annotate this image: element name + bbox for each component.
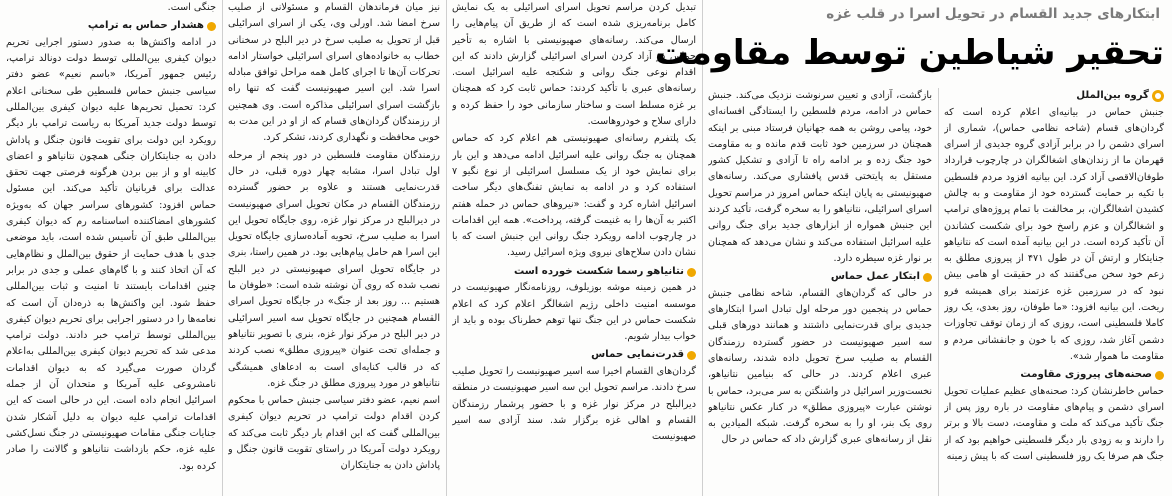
article-column-2 <box>708 88 932 496</box>
column-divider <box>446 0 447 496</box>
bullet-icon <box>207 22 216 31</box>
paragraph: نیز میان فرماندهان القسام و مسئولانی از صلیب سرخ امضا شد. اورلی وی، یکی از اسرای اسرائیلی قبل از تحویل به صلیب سرخ در دیر البلح در سخنانی خطاب به خانواده‌های اسرای اسرائیلی خواستار ادامه تحرکات آن‌ها تا اجرای کامل همه مراحل توافق مبادله اسرا شد. این اسیر صهیونیست گفت که تنها راه بازگشت اسرای اسرائیلی مذاکره است. وی همچنین از رزمندگان گردان‌های قسام که از او در این مدت به خوبی محافظت و نگهداری کردند، تشکر کرد. <box>228 2 440 144</box>
paragraph: یک پلتفرم رسانه‌ای صهیونیستی هم اعلام کرد که حماس همچنان به جنگ روانی علیه اسرائیل ادامه می‌دهد و این بار برای نمایش خود از یک مسلسل اسرائیلی از نوع نگیو ۷ استفاده کرد و در ادامه به نمایش تفنگ‌های دیگر ساخت اسرائیل اشاره کرد و گفت: «نیروهای حماس در حمله هفتم اکتبر به آن‌ها را به غنیمت گرفته، پرداخت». همه این اقدامات در چارچوب ادامه رویکرد جنگ روانی این جنبش است که با نشان دادن سلاح‌های نیروی ویژه اسرائیل رسید. <box>452 133 696 259</box>
column-divider <box>938 88 939 496</box>
paragraph: اسم نعیم، عضو دفتر سیاسی جنبش حماس با محکوم کردن اقدام دولت ترامپ در تحریم دیوان کیفری بین‌المللی گفت که این اقدام بار دیگر ثابت می‌کند که رویکرد دولت آمریکا در راستای تقویت قانون جنگل و پاداش دادن به جنایتکاران <box>228 395 440 472</box>
source-line: گروه بین‌الملل <box>944 88 1164 105</box>
paragraph: جنگی است. <box>167 2 216 13</box>
paragraph: رزمندگان مقاومت فلسطین در دور پنجم از مرحله اول تبادل اسرا، مشابه چهار دوره قبلی، در حال قدرت‌نمایی هستند و علاوه بر حضور گسترده رزمندگان القسام در مکان تحویل اسرای صهیونیست در دیرالبلح در مرکز نوار غزه، روی جایگاه تحویل این اسرا به صلیب سرخ، تحویه آماده‌سازی جایگاه تحویل این اسرا هم حامل پیام‌هایی بود. در همین راستا، بنری در جایگاه تحویل اسرای صهیونیستی در دیر البلح نصب شده که روی آن نوشته شده است: «طوفان ما هستیم ... روز بعد از جنگ» در جایگاه تحویل اسرای القسام همچنین در جایگاه تحویل سه اسیر اسرائیلی در دیر البلح در مرکز نوار غزه، بنری با تصویر نتانیاهو و جمله‌ای تحت عنوان «پیروزی مطلق» نصب کردند که در قالب کنایه‌ای است به ادعاهای همیشگی نتانیاهو در مورد پیروزی مطلق در جنگ غزه. <box>228 149 440 389</box>
subheading: نتانیاهو رسما شکست خورده است <box>452 264 696 281</box>
subheading: قدرت‌نمایی حماس <box>452 347 696 364</box>
paragraph: گردان‌های القسام اخیرا سه اسیر صهیونیست را تحویل صلیب سرخ دادند. مراسم تحویل این سه اسیر صهیونیست در منطقه دیرالبلح در مرکز نوار غزه و با حضور پرشمار رزمندگان القسام و اهالی غزه برگزار شد. سند آزادی سه اسیر صهیونیست <box>452 365 696 443</box>
subheading: صحنه‌های پیروزی مقاومت <box>944 367 1164 384</box>
article-headline: تحقیر شیاطین توسط مقاومت <box>654 33 1164 73</box>
bullet-icon <box>1155 371 1164 380</box>
article-kicker: ابتکارهای جدید القسام در تحویل اسرا در قلب غزه <box>826 6 1160 22</box>
article-column-4 <box>228 0 440 496</box>
source-logo-icon <box>1152 90 1164 102</box>
bullet-icon <box>923 273 932 282</box>
bullet-icon <box>687 351 696 360</box>
article-column-1 <box>944 88 1164 496</box>
subheading: ابتکار عمل حماس <box>708 269 932 286</box>
subheading: هشدار حماس به ترامپ <box>6 18 216 35</box>
paragraph: جنبش حماس در بیانیه‌ای اعلام کرده است که گردان‌های قسام (شاخه نظامی حماس)، شماری از اسرای دشمن را در برابر آزادی گروه جدیدی از اسرای قهرمان ما از زندان‌های اشغالگران در چارچوب قرارداد طوفان‌الاقصی آزاد کرد. این بیانیه افزود مردم فلسطین با تکیه بر حمایت گسترده خود از مقاومت و به چالش کشیدن اشغالگران، بر مخالفت با تمام پروژه‌های ترامپ و اشغالگران و عزم راسخ خود برای شکست کشاندن آن تأکید کرده است. در این بیانیه آمده است که نتانیاهو جنایتکار و ارتش آن در طول ۴۷۱ از پیروزی مطلق به زعم خود سخن می‌گفتند که در حقیقت او هامی بیش نبود که در سرزمین غزه عزتمند برای همیشه فرو ریخت. این بیانیه افزود: «ما طوفان، روز بعدی، یک روز کاملا فلسطینی است، روزی که از زمان توقف تجاوزات دشمن آغاز شد، روزی که با خون و جانفشانی مردم و مقاومت ما هموار شد». <box>944 106 1164 362</box>
paragraph: در ادامه واکنش‌ها به صدور دستور اجرایی تحریم دیوان کیفری بین‌المللی توسط دولت دونالد ترامپ، رئیس جمهور آمریکا، «باسم نعیم» عضو دفتر سیاسی جنبش حماس فلسطین طی سخنانی اعلام کرد: تحمیل تحریم‌ها علیه دیوان کیفری بین‌المللی توسط دولت جدید آمریکا به ریاست ترامپ بار دیگر رویکرد این دولت برای تقویت قانون جنگل و پاداش دادن به جنایتکاران جنگی همچون نتانیاهو و اعضای کابینه او و از بین بردن هرگونه فرصتی جهت تحقق عدالت برای قربانیان تأکید می‌کند. این مسئول حماس افزود: کشورهای سراسر جهان که به‌ویژه کشورهای امضاکننده اساسنامه رم که دیوان کیفری بین‌المللی طبق آن تأسیس شده است، باید موضعی جدی با هدف حمایت از حقوق بین‌الملل و نظام‌هایی که آن اتخاذ کنند و با گام‌های عملی و جدی در برابر چنین اقدامات بایستند تا امنیت و ثبات بین‌المللی حفظ شود. این واکنش‌ها به ذره‌دان آن است که نعامه‌ها را در دستور اجرایی برای تحریم دیوان کیفری بین‌المللی توسط ترامپ خبر دادند. دولت ترامپ مدعی شد که تحریم دیوان کیفری بین‌المللی به‌اعلام گردان صورت می‌گیرد که به دیوان اقدامات نامشروعی علیه آمریکا و متحدان آن از جمله اسرائیل انجام داده است. این در حالی است که این اقدامات ترامپ علیه دیوان به دلیل آشکار شدن جنایات جنگی مقامات صهیونیستی در جنگ نسل‌کشی علیه غزه، حکم بازداشت نتانیاهو و گالانت را صادر کرده بود. <box>6 36 216 472</box>
paragraph: در همین زمینه موشه بوزیلوف، روزنامه‌نگار صهیونیست در موسسه امنیت داخلی رژیم اشغالگر اعلام کرد که اعلام شکست حماس در این جنگ تنها توهم خطرناک بوده و باید از خواب بیدار شویم. <box>452 282 696 343</box>
paragraph: بازگشت، آزادی و تعیین سرنوشت نزدیک می‌کند. جنبش حماس در ادامه، مردم فلسطین را ایستادگی افسانه‌ای خود، پیامی روشن به همه جهانیان فرستاد مبنی بر اینکه همچنان در سرزمین خود ثابت قدم مانده و به مقاومت خود جنگ زده و بر ادامه راه تا آزادی و تشکیل کشور مستقل به پایتختی قدس پافشاری می‌کند. رسانه‌های صهیونیستی به پایان اینکه حماس امروز در مراسم تحویل اسرای اسرائیلی، نتانیاهو را به سخره گرفت، تأکید کردند این جنبش همواره از ابزارهای جدید برای جنگ روانی علیه اسرائیل استفاده می‌کند و نشان می‌دهد که همچنان بر نوار غزه سیطره دارد. <box>708 90 932 264</box>
paragraph: تبدیل کردن مراسم تحویل اسرای اسرائیلی به یک نمایش کامل برنامه‌ریزی شده است که از طریق آن پیام‌هایی را ارسال می‌کند. رسانه‌های صهیونیستی با اشاره به تأخیر حماس در آزاد کردن اسرای اسرائیلی گزارش دادند که این اقدام نوعی جنگ روانی و شکنجه علیه اسرائیل است. رسانه‌های عبری با تأکید کردند: حماس ثابت کرد که همچنان بر غزه مسلط است و ساختار سازمانی خود را حفظ کرده و دارای سلاح و خودروهاست. <box>452 2 696 128</box>
paragraph: در حالی که گردان‌های القسام، شاخه نظامی جنبش حماس در پنجمین دور مرحله اول تبادل اسرا ابتکارهای جدیدی برای قدرت‌نمایی داشتند و همانند دورهای قبلی سه اسیر صهیونیست در حضور گسترده رزمندگان القسام به صلیب سرخ تحویل داده شدند، رسانه‌های عبری اعلام کردند. در حالی که بنیامین نتانیاهو، نخست‌وزیر اسرائیل در واشنگتن به سر می‌برد، حماس با نوشتن عبارت «پیروزی مطلق» در کنار عکس نتانیاهو روی یک بنر، او را به سخره گرفت. شبکه المیادین به نقل از رسانه‌های عبری گزارش داد که حماس در حال <box>708 287 932 446</box>
paragraph: حماس خاطرنشان کرد: صحنه‌های عظیم عملیات تحویل اسرای دشمن و پیام‌های مقاومت در باره روز پس از جنگ تأکید می‌کند که ملت و مقاومت، دست بالا و برتر را دارند و به زودی بار دیگر فلسطینی خواهیم بود که از جنگ هم صرفا یک روز فلسطینی است که با پیش زمینه <box>944 385 1164 462</box>
column-divider <box>222 0 223 496</box>
bullet-icon <box>687 268 696 277</box>
article-column-5 <box>6 0 216 496</box>
